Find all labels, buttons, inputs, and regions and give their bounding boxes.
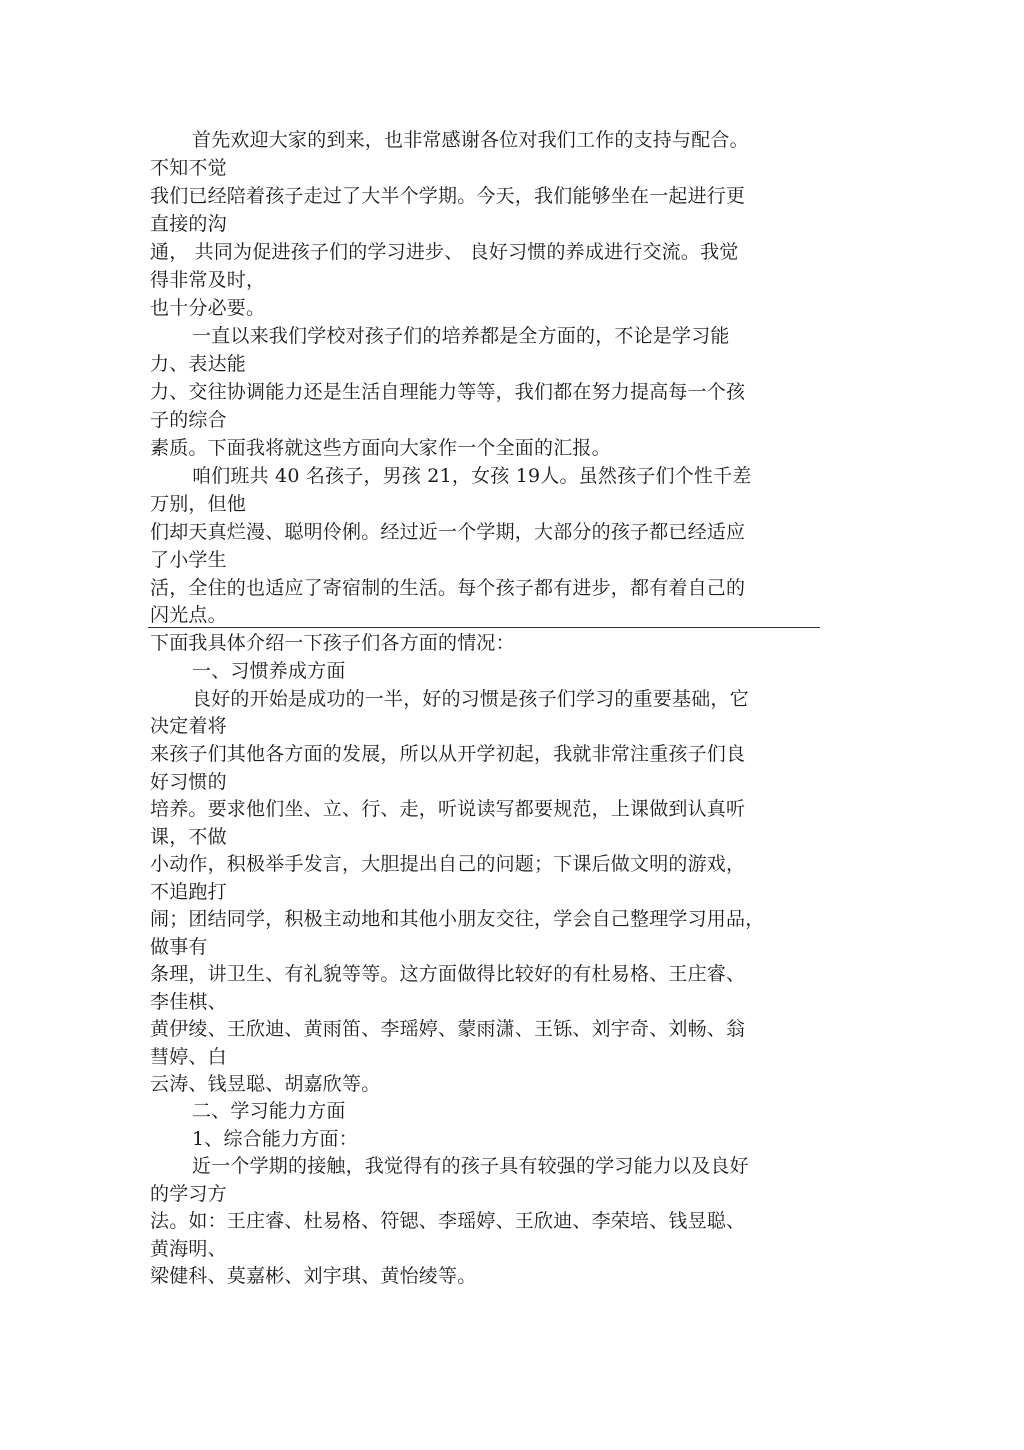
text-line: 法。如：王庄睿、杜易格、符锶、李瑶婷、王欣迪、李荣培、钱昱聪、 (150, 1210, 746, 1232)
section-heading: 二、学习能力方面 (192, 1100, 346, 1122)
text-line: 子的综合 (150, 409, 227, 431)
text-line: 一直以来我们学校对孩子们的培养都是全方面的，不论是学习能 (192, 325, 730, 347)
text-line: 黄海明、 (150, 1238, 227, 1260)
text-line: 近一个学期的接触，我觉得有的孩子具有较强的学习能力以及良好 (192, 1155, 749, 1177)
text-line: 好习惯的 (150, 771, 227, 793)
text-line: 来孩子们其他各方面的发展，所以从开学初起，我就非常注重孩子们良 (150, 743, 746, 765)
text-line: 闹；团结同学，积极主动地和其他小朋友交往，学会自己整理学习用品， (150, 908, 765, 930)
text-line: 首先欢迎大家的到来，也非常感谢各位对我们工作的支持与配合。 (192, 129, 749, 151)
text-line: 了小学生 (150, 549, 227, 571)
text-line: 们却天真烂漫、聪明伶俐。经过近一个学期，大部分的孩子都已经适应 (150, 521, 746, 543)
text-line: 我们已经陪着孩子走过了大半个学期。今天，我们能够坐在一起进行更 (150, 185, 746, 207)
text-line: 咱们班共 40 名孩子，男孩 21，女孩 19人。虽然孩子们个性千差 (192, 465, 752, 487)
text-line: 小动作，积极举手发言，大胆提出自己的问题；下课后做文明的游戏， (150, 853, 746, 875)
text-line: 条理，讲卫生、有礼貌等等。这方面做得比较好的有杜易格、王庄睿、 (150, 963, 746, 985)
text-line: 课，不做 (150, 826, 227, 848)
text-line: 做事有 (150, 936, 208, 958)
text-line: 力、表达能 (150, 353, 247, 375)
text-line: 直接的沟 (150, 213, 227, 235)
text-line: 不知不觉 (150, 157, 227, 179)
text-line: 彗婷、白 (150, 1046, 227, 1068)
horizontal-rule (148, 627, 820, 628)
text-line: 良好的开始是成功的一半，好的习惯是孩子们学习的重要基础，它 (192, 688, 749, 710)
text-line: 也十分必要。 (150, 297, 266, 319)
text-line: 活，全住的也适应了寄宿制的生活。每个孩子都有进步，都有着自己的 (150, 577, 746, 599)
text-line: 不追跑打 (150, 881, 227, 903)
text-line: 的学习方 (150, 1183, 227, 1205)
text-line: 梁健科、莫嘉彬、刘宇琪、黄怡绫等。 (150, 1265, 477, 1287)
text-line: 培养。要求他们坐、立、行、走，听说读写都要规范，上课做到认真听 (150, 798, 746, 820)
section-heading: 一、习惯养成方面 (192, 660, 346, 682)
text-line: 闪光点。 (150, 604, 227, 626)
text-line: 云涛、钱昱聪、胡嘉欣等。 (150, 1073, 381, 1095)
text-line: 得非常及时， (150, 269, 266, 291)
text-line: 万别，但他 (150, 493, 247, 515)
text-line: 李佳棋、 (150, 991, 227, 1013)
text-line: 决定着将 (150, 715, 227, 737)
text-line: 下面我具体介绍一下孩子们各方面的情况： (150, 632, 515, 654)
text-line: 通， 共同为促进孩子们的学习进步、 良好习惯的养成进行交流。我觉 (150, 241, 739, 263)
subsection-heading: 1、综合能力方面： (192, 1128, 358, 1150)
text-line: 黄伊绫、王欣迪、黄雨笛、李瑶婷、蒙雨潇、王铄、刘宇奇、刘畅、翁 (150, 1018, 746, 1040)
text-line: 力、交往协调能力还是生活自理能力等等，我们都在努力提高每一个孩 (150, 381, 746, 403)
text-line: 素质。下面我将就这些方面向大家作一个全面的汇报。 (150, 437, 611, 459)
